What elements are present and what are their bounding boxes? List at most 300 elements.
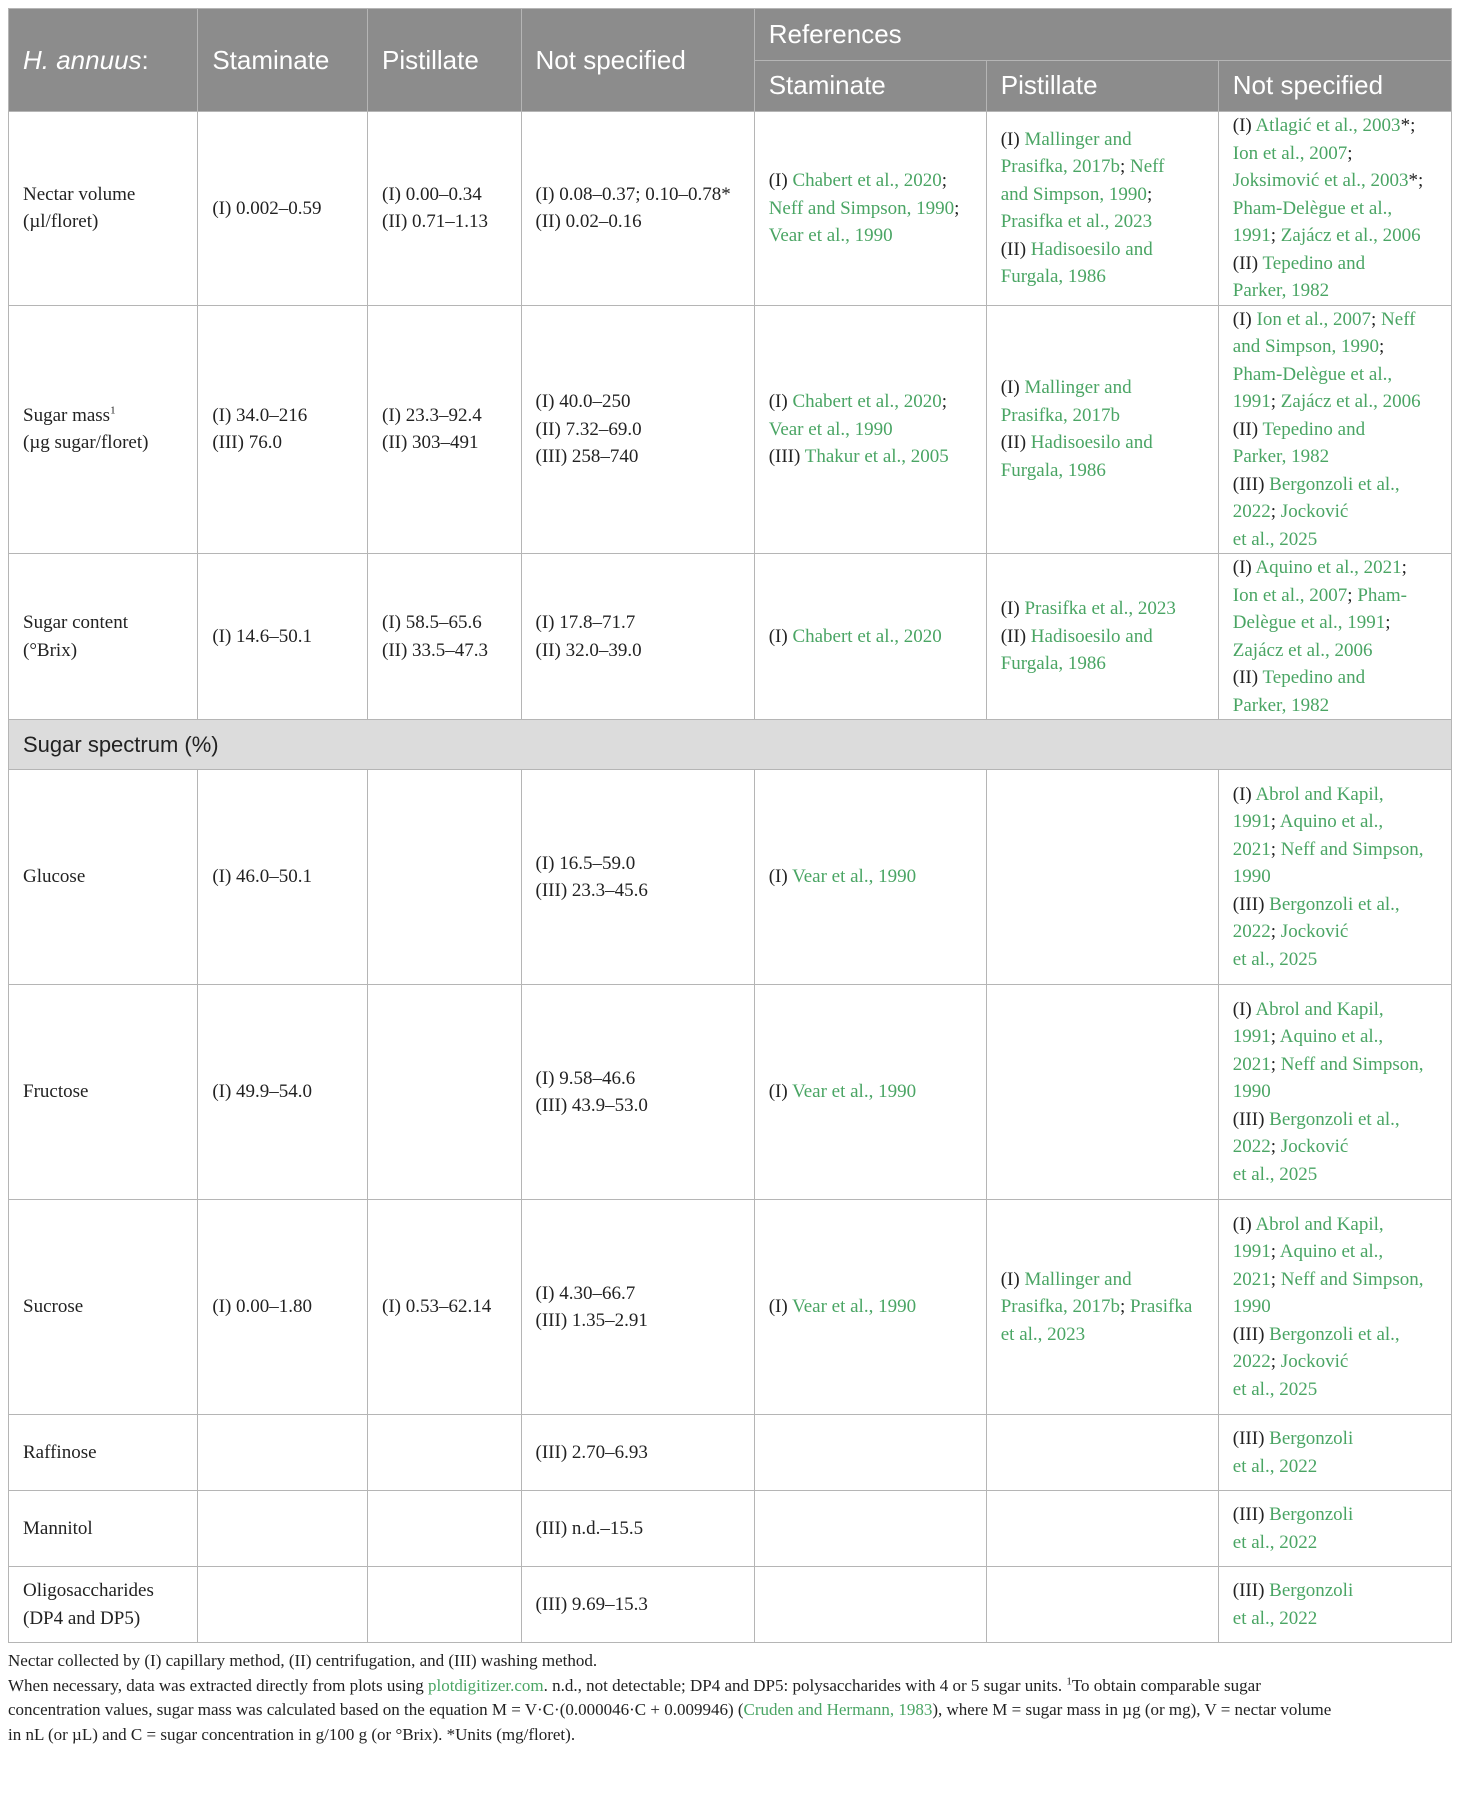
citation-link[interactable]: Prasifka et al., 2023 [1024,598,1176,620]
citation-link[interactable]: et al., 2025 [1232,1163,1318,1185]
citation-link[interactable]: Pham-Delègue et al., [1232,363,1393,385]
citation-text: ; [1120,156,1131,178]
citation-text: (I) [768,625,793,647]
citation-link[interactable]: Chabert et al., 2020 [792,391,942,412]
header-ref-pistillate: Pistillate [986,60,1218,112]
citation-link[interactable]: Abrol and Kapil, [1255,998,1384,1020]
citation-text: (I) [1232,998,1256,1020]
reference-line [1001,181,1204,209]
citation-link[interactable]: Jocković [1280,1351,1349,1373]
citation-link[interactable]: Hadisoesilo and [1030,432,1153,454]
citation-link[interactable]: Prasifka [1130,1296,1193,1318]
citation-link[interactable]: Delègue et al., 1991 [1232,612,1386,633]
citation-link[interactable]: Jocković [1280,921,1349,943]
citation-text: ; [1401,557,1407,578]
reference-line [769,863,972,891]
cell-line: (I) 0.08–0.37; 0.10–0.78* [535,183,731,205]
reference-line [1001,402,1204,430]
pistillate-value [368,1415,522,1491]
citation-text: ; [1270,501,1281,522]
reference-line [769,1078,972,1106]
citation-text: (II) [1000,432,1031,454]
citation-text: (II) [1232,418,1263,440]
reference-line [1233,1106,1437,1134]
table-row [9,112,1452,306]
citation-link[interactable]: Bergonzoli [1269,1428,1354,1449]
citation-link[interactable]: Tepedino and [1262,252,1366,274]
reference-line [1233,1577,1437,1605]
cell-line: (III) 2.70–6.93 [535,1441,648,1463]
reference-line [1233,112,1437,140]
reference-line [1233,1266,1437,1294]
reference-line [769,195,972,223]
not-specified-value [521,1415,754,1491]
citation-link[interactable]: 1991 [1232,225,1271,246]
citation-link[interactable]: Hadisoesilo and [1030,625,1153,647]
citation-link[interactable]: et al., 2025 [1232,948,1318,970]
citation-text: ; [1270,921,1281,943]
row-label [9,112,198,306]
citation-link[interactable]: Zajácz et al., 2006 [1280,391,1421,412]
pistillate-value [368,1567,522,1643]
citation-link[interactable]: Neff [1381,308,1416,330]
citation-link[interactable]: 1990 [1232,1081,1271,1103]
reference-line [1233,1078,1437,1106]
citation-link[interactable]: and Simpson, 1990 [1232,336,1379,357]
cell-line: (II) 303–491 [382,432,479,454]
table-row [9,985,1452,1200]
citation-text: (III) [1232,1428,1270,1449]
ref-not-specified-cell [1218,554,1451,720]
header-ref-staminate: Staminate [754,60,986,112]
reference-line [1233,554,1437,582]
reference-line [1233,1453,1437,1481]
table-row [9,1491,1452,1567]
ref-not-specified-cell [1218,770,1451,985]
cell-line: (°Brix) [23,639,78,661]
citation-link[interactable]: Prasifka et al., 2023 [1000,211,1153,233]
citation-text: ; [954,197,960,219]
cell-line: (III) 1.35–2.91 [535,1310,648,1331]
reference-line [1001,263,1204,291]
reference-line [1233,1211,1437,1239]
citation-text: (I) [1232,115,1256,136]
citation-link[interactable]: Ion et al., 2007 [1232,142,1348,164]
citation-link[interactable]: 1991 [1232,811,1271,833]
cell-line: (II) 0.71–1.13 [382,211,489,233]
citation-text: (I) [1232,783,1256,805]
cell-line: Fructose [23,1081,89,1103]
citation-link[interactable]: Prasifka, 2017b [1000,1296,1120,1318]
cell-line: (I) 23.3–92.4 [382,404,482,426]
reference-line [1233,781,1437,809]
reference-line [1233,891,1437,919]
citation-text: (I) [1000,128,1025,150]
reference-line [1233,1133,1437,1161]
footnote-line: When necessary, data was extracted directly from plots using plotdigitizer.com. n.d., not detectable; DP4 and DP5: polysaccharides with 4 or 5 sugar units. $^1$To obtain comparable sugar [8,1674,1261,1695]
reference-line [1233,140,1437,168]
citation-link[interactable]: Ion et al., 2007 [1256,308,1372,330]
reference-line [1233,250,1437,278]
citation-text: ; [941,391,948,412]
citation-link[interactable]: Aquino et al., [1279,811,1384,833]
reference-line [1233,918,1437,946]
ref-staminate-cell [754,305,986,554]
citation-link[interactable]: 2021 [1232,1268,1271,1290]
citation-text: (I) [1000,1268,1025,1290]
reference-line [1233,1051,1437,1079]
reference-line [1001,457,1204,485]
citation-text: (II) [1000,625,1031,647]
reference-line [1233,863,1437,891]
citation-link[interactable]: Aquino et al., [1279,1026,1384,1048]
ref-not-specified-cell [1218,1567,1451,1643]
ref-staminate-cell [754,1200,986,1415]
citation-link[interactable]: Neff and Simpson, [1280,838,1424,860]
citation-link[interactable]: Abrol and Kapil, [1255,783,1384,805]
staminate-value [198,112,368,306]
pistillate-value [368,985,522,1200]
ref-pistillate-cell [986,1491,1218,1567]
staminate-value [198,305,368,554]
citation-link[interactable]: Bergonzoli et al., [1269,1323,1400,1345]
reference-line [1233,996,1437,1024]
cell-line: (DP4 and DP5) [23,1607,141,1629]
citation-link[interactable]: Hadisoesilo and [1030,238,1153,260]
citation-link[interactable]: Joksimović et al., 2003 [1232,170,1409,191]
citation-link[interactable]: 2022 [1232,1136,1271,1158]
reference-line [1233,306,1437,334]
citation-link[interactable]: Furgala, 1986 [1000,653,1106,675]
citation-link[interactable]: Thakur et al., 2005 [804,446,949,467]
citation-link[interactable]: 1991 [1232,1241,1271,1263]
citation-text: ; [1270,1026,1280,1048]
citation-text: *; [1408,170,1424,191]
citation-link[interactable]: et al., 2023 [1000,1323,1086,1345]
not-specified-value [521,1567,754,1643]
citation-link[interactable]: et al., 2022 [1232,1531,1318,1553]
reference-line [1001,1293,1204,1321]
citation-link[interactable]: and Simpson, 1990 [1000,183,1147,205]
citation-link[interactable]: Prasifka, 2017b [1000,156,1120,178]
reference-line [1233,361,1437,389]
citation-link[interactable]: Parker, 1982 [1232,446,1330,467]
citation-link[interactable]: 2021 [1232,1053,1271,1075]
citation-link[interactable]: Neff and Simpson, 1990 [768,197,955,219]
reference-line [1001,623,1204,651]
citation-link[interactable]: Aquino et al., [1279,1241,1384,1263]
reference-line [769,222,972,250]
citation-text: ; [1270,1268,1281,1290]
reference-line [769,443,972,471]
ref-pistillate-cell [986,112,1218,306]
header-staminate: Staminate [198,9,368,112]
citation-link[interactable]: Bergonzoli et al., [1269,893,1400,915]
citation-link[interactable]: Prasifka, 2017b [1000,404,1120,426]
ref-not-specified-cell [1218,112,1451,306]
reference-line [1233,1348,1437,1376]
ref-staminate-cell [754,770,986,985]
citation-text: (I) [1000,598,1025,620]
reference-line [1001,236,1204,264]
citation-text: (I) [1000,377,1025,399]
citation-link[interactable]: Parker, 1982 [1232,694,1330,716]
pistillate-value [368,554,522,720]
staminate-value [198,1491,368,1567]
citation-text: (I) [768,866,793,888]
not-specified-value [521,985,754,1200]
not-specified-value [521,305,754,554]
ref-pistillate-cell [986,1200,1218,1415]
citation-text: ; [1270,1241,1280,1263]
pistillate-value [368,1491,522,1567]
citation-link[interactable]: Bergonzoli [1269,1580,1354,1601]
cell-line: (I) 9.58–46.6 [535,1067,636,1089]
citation-link[interactable]: Neff and Simpson, [1280,1268,1424,1290]
reference-line [1233,1321,1437,1349]
citation-link[interactable]: Vear et al., 1990 [768,418,893,440]
citation-text: ; [1270,225,1281,246]
citation-link[interactable]: Mallinger and [1024,1268,1132,1290]
cell-line: Oligosaccharides [23,1580,154,1601]
reference-line [1001,1321,1204,1349]
pistillate-value [368,1200,522,1415]
reference-line [1233,808,1437,836]
citation-link[interactable]: Zajácz et al., 2006 [1232,639,1373,661]
ref-not-specified-cell [1218,985,1451,1200]
reference-line [1001,153,1204,181]
citation-link[interactable]: Bergonzoli [1269,1504,1354,1525]
citation-link[interactable]: Pham- [1357,584,1407,606]
staminate-value [198,1415,368,1491]
plotdigitizer-link[interactable]: plotdigitizer.com [427,1675,544,1695]
cell-line: (III) 258–740 [535,446,639,467]
citation-text: (III) [1232,1580,1270,1601]
citation-link[interactable]: Pham-Delègue et al., [1232,197,1393,219]
row-label [9,1491,198,1567]
citation-link[interactable]: Chabert et al., 2020 [792,625,942,647]
header-species: H. annuus: [9,9,198,112]
reference-line [1233,1161,1437,1189]
cell-line: Nectar volume [23,183,136,205]
citation-text: (I) [768,1081,793,1103]
table-row [9,1567,1452,1643]
reference-line [769,1293,972,1321]
citation-link[interactable]: 1990 [1232,866,1271,888]
ref-pistillate-cell [986,1567,1218,1643]
citation-link[interactable]: Vear et al., 1990 [792,1296,917,1318]
table-row [9,770,1452,985]
ref-pistillate-cell [986,985,1218,1200]
reference-line [1233,1425,1437,1453]
reference-line [1233,582,1437,610]
citation-link[interactable]: 1991 [1232,1026,1271,1048]
citation-text: ; [1371,308,1382,330]
citation-link[interactable]: 1990 [1232,1296,1271,1318]
not-specified-value [521,1200,754,1415]
citation-text: ; [1270,811,1280,833]
table-row [9,1200,1452,1415]
citation-link[interactable]: et al., 2025 [1232,528,1318,550]
citation-link[interactable]: 2022 [1232,501,1271,522]
ref-pistillate-cell [986,770,1218,985]
citation-link[interactable]: Aquino et al., 2021 [1255,557,1402,578]
citation-link[interactable]: 2021 [1232,838,1271,860]
row-label: Sugar mass$^1$ (µg sugar/floret) [9,305,198,554]
cell-line: (II) 32.0–39.0 [535,639,642,661]
citation-text: (III) [1232,473,1270,495]
pistillate-value [368,112,522,306]
citation-link[interactable]: 1991 [1232,391,1271,412]
citation-text: (III) [1232,893,1270,915]
citation-link[interactable]: Atlagić et al., 2003 [1255,115,1401,136]
reference-line [769,388,972,416]
citation-link[interactable]: Furgala, 1986 [1000,266,1106,288]
reference-line [1233,416,1437,444]
citation-text: *; [1400,115,1416,136]
citation-link[interactable]: Bergonzoli et al., [1269,473,1400,495]
citation-link[interactable]: et al., 2022 [1232,1455,1318,1477]
citation-text: ; [1270,1136,1281,1158]
cell-line: (III) 23.3–45.6 [535,880,648,901]
citation-link[interactable]: Abrol and Kapil, [1255,1213,1384,1235]
reference-line [1233,1238,1437,1266]
cell-line: (I) 58.5–65.6 [382,612,482,633]
citation-text: (I) [1232,1213,1256,1235]
reference-line [1001,650,1204,678]
citation-text: ; [1146,183,1153,205]
ref-staminate-cell [754,985,986,1200]
citation-link[interactable]: Neff [1130,156,1165,178]
row-label [9,770,198,985]
citation-link[interactable]: Parker, 1982 [1232,280,1330,301]
ref-staminate-cell [754,1415,986,1491]
cell-line: Raffinose [23,1441,97,1463]
citation-link[interactable]: 2022 [1232,1351,1271,1373]
citation-link[interactable]: et al., 2022 [1232,1607,1318,1629]
ref-not-specified-cell [1218,1491,1451,1567]
citation-link[interactable]: et al., 2025 [1232,1378,1318,1400]
table-footnote [8,1649,1452,1747]
reference-line [769,167,972,195]
section-row [9,720,1452,770]
reference-line [1001,595,1204,623]
reference-line [1001,208,1204,236]
reference-line [1233,1501,1437,1529]
citation-link[interactable]: Mallinger and [1024,377,1132,399]
cell-line: (I) 0.002–0.59 [212,197,322,219]
table-container [8,8,1452,1747]
citation-link[interactable]: Tepedino and [1262,418,1366,440]
cell-line: (I) 40.0–250 [535,391,631,412]
reference-line [1233,1605,1437,1633]
citation-link[interactable]: Zajácz et al., 2006 [1280,225,1421,246]
citation-text: ; [1385,612,1391,633]
pistillate-value [368,305,522,554]
citation-link[interactable]: Tepedino and [1262,667,1366,688]
citation-text: (II) [1232,667,1263,688]
ref-not-specified-cell [1218,305,1451,554]
reference-line [1233,388,1437,416]
citation-link[interactable]: Cruden and Hermann, 1983 [743,1700,933,1719]
table-row [9,554,1452,720]
table-row [9,305,1452,554]
reference-line [1233,471,1437,499]
citation-link[interactable]: 2022 [1232,921,1271,943]
citation-text: (I) [768,391,793,412]
cell-line: (III) 76.0 [212,432,282,454]
citation-link[interactable]: Vear et al., 1990 [792,866,917,888]
cell-line: (I) 34.0–216 [212,404,308,426]
ref-pistillate-cell [986,305,1218,554]
reference-line [1001,374,1204,402]
cell-line: (II) 33.5–47.3 [382,639,489,661]
table-row [9,1415,1452,1491]
staminate-value [198,770,368,985]
reference-line [1233,277,1437,305]
reference-line [1233,1023,1437,1051]
reference-line [1233,946,1437,974]
row-label [9,985,198,1200]
nectar-data-table [8,8,1452,1643]
citation-link[interactable]: Ion et al., 2007 [1232,584,1348,606]
footnote-line: Nectar collected by (I) capillary method, (II) centrifugation, and (III) washing method. [8,1651,598,1670]
citation-text: (II) [1232,252,1263,274]
cell-line: Sugar content [23,612,129,633]
citation-link[interactable]: Furgala, 1986 [1000,459,1106,481]
staminate-value [198,985,368,1200]
citation-text: (III) [1232,1108,1270,1130]
not-specified-value [521,770,754,985]
citation-link[interactable]: Jocković [1280,1136,1349,1158]
citation-link[interactable]: Vear et al., 1990 [792,1081,917,1103]
reference-line [1233,443,1437,471]
citation-text: ; [1270,1351,1281,1373]
cell-line: (I) 0.53–62.14 [382,1296,492,1318]
citation-link[interactable]: Mallinger and [1024,128,1132,150]
cell-line: Sucrose [23,1296,84,1318]
not-specified-value [521,1491,754,1567]
citation-text: ; [1347,142,1353,164]
citation-text: ; [941,170,948,191]
citation-text: (III) [1232,1323,1270,1345]
cell-line: (I) 4.30–66.7 [535,1282,636,1304]
citation-link[interactable]: Bergonzoli et al., [1269,1108,1400,1130]
citation-link[interactable]: Jocković [1280,501,1349,522]
reference-line [1233,526,1437,554]
ref-pistillate-cell [986,1415,1218,1491]
footnote-line: concentration values, sugar mass was calculated based on the equation M = V·C·(0.000046·C + 0.009946) (Cruden and Hermann, 1983), where M = sugar mass in µg (or mg), V = nectar volume [8,1700,1332,1719]
reference-line [1233,836,1437,864]
reference-line [1233,664,1437,692]
cell-line: (III) 43.9–53.0 [535,1095,648,1116]
citation-link[interactable]: Chabert et al., 2020 [792,170,942,191]
citation-link[interactable]: Vear et al., 1990 [768,225,893,246]
citation-text: ; [1270,1053,1281,1075]
header-not-specified: Not specified [521,9,754,112]
cell-line: (II) 0.02–0.16 [535,211,642,233]
citation-text: (II) [1000,238,1031,260]
reference-line [1233,333,1437,361]
reference-line [1233,195,1437,223]
citation-link[interactable]: Neff and Simpson, [1280,1053,1424,1075]
footnote-line: in nL (or µL) and C = sugar concentration in g/100 g (or °Brix). *Units (mg/floret). [8,1724,576,1744]
reference-line [1001,126,1204,154]
staminate-value [198,1567,368,1643]
reference-line [1233,1293,1437,1321]
reference-line [1233,1529,1437,1557]
not-specified-value [521,554,754,720]
